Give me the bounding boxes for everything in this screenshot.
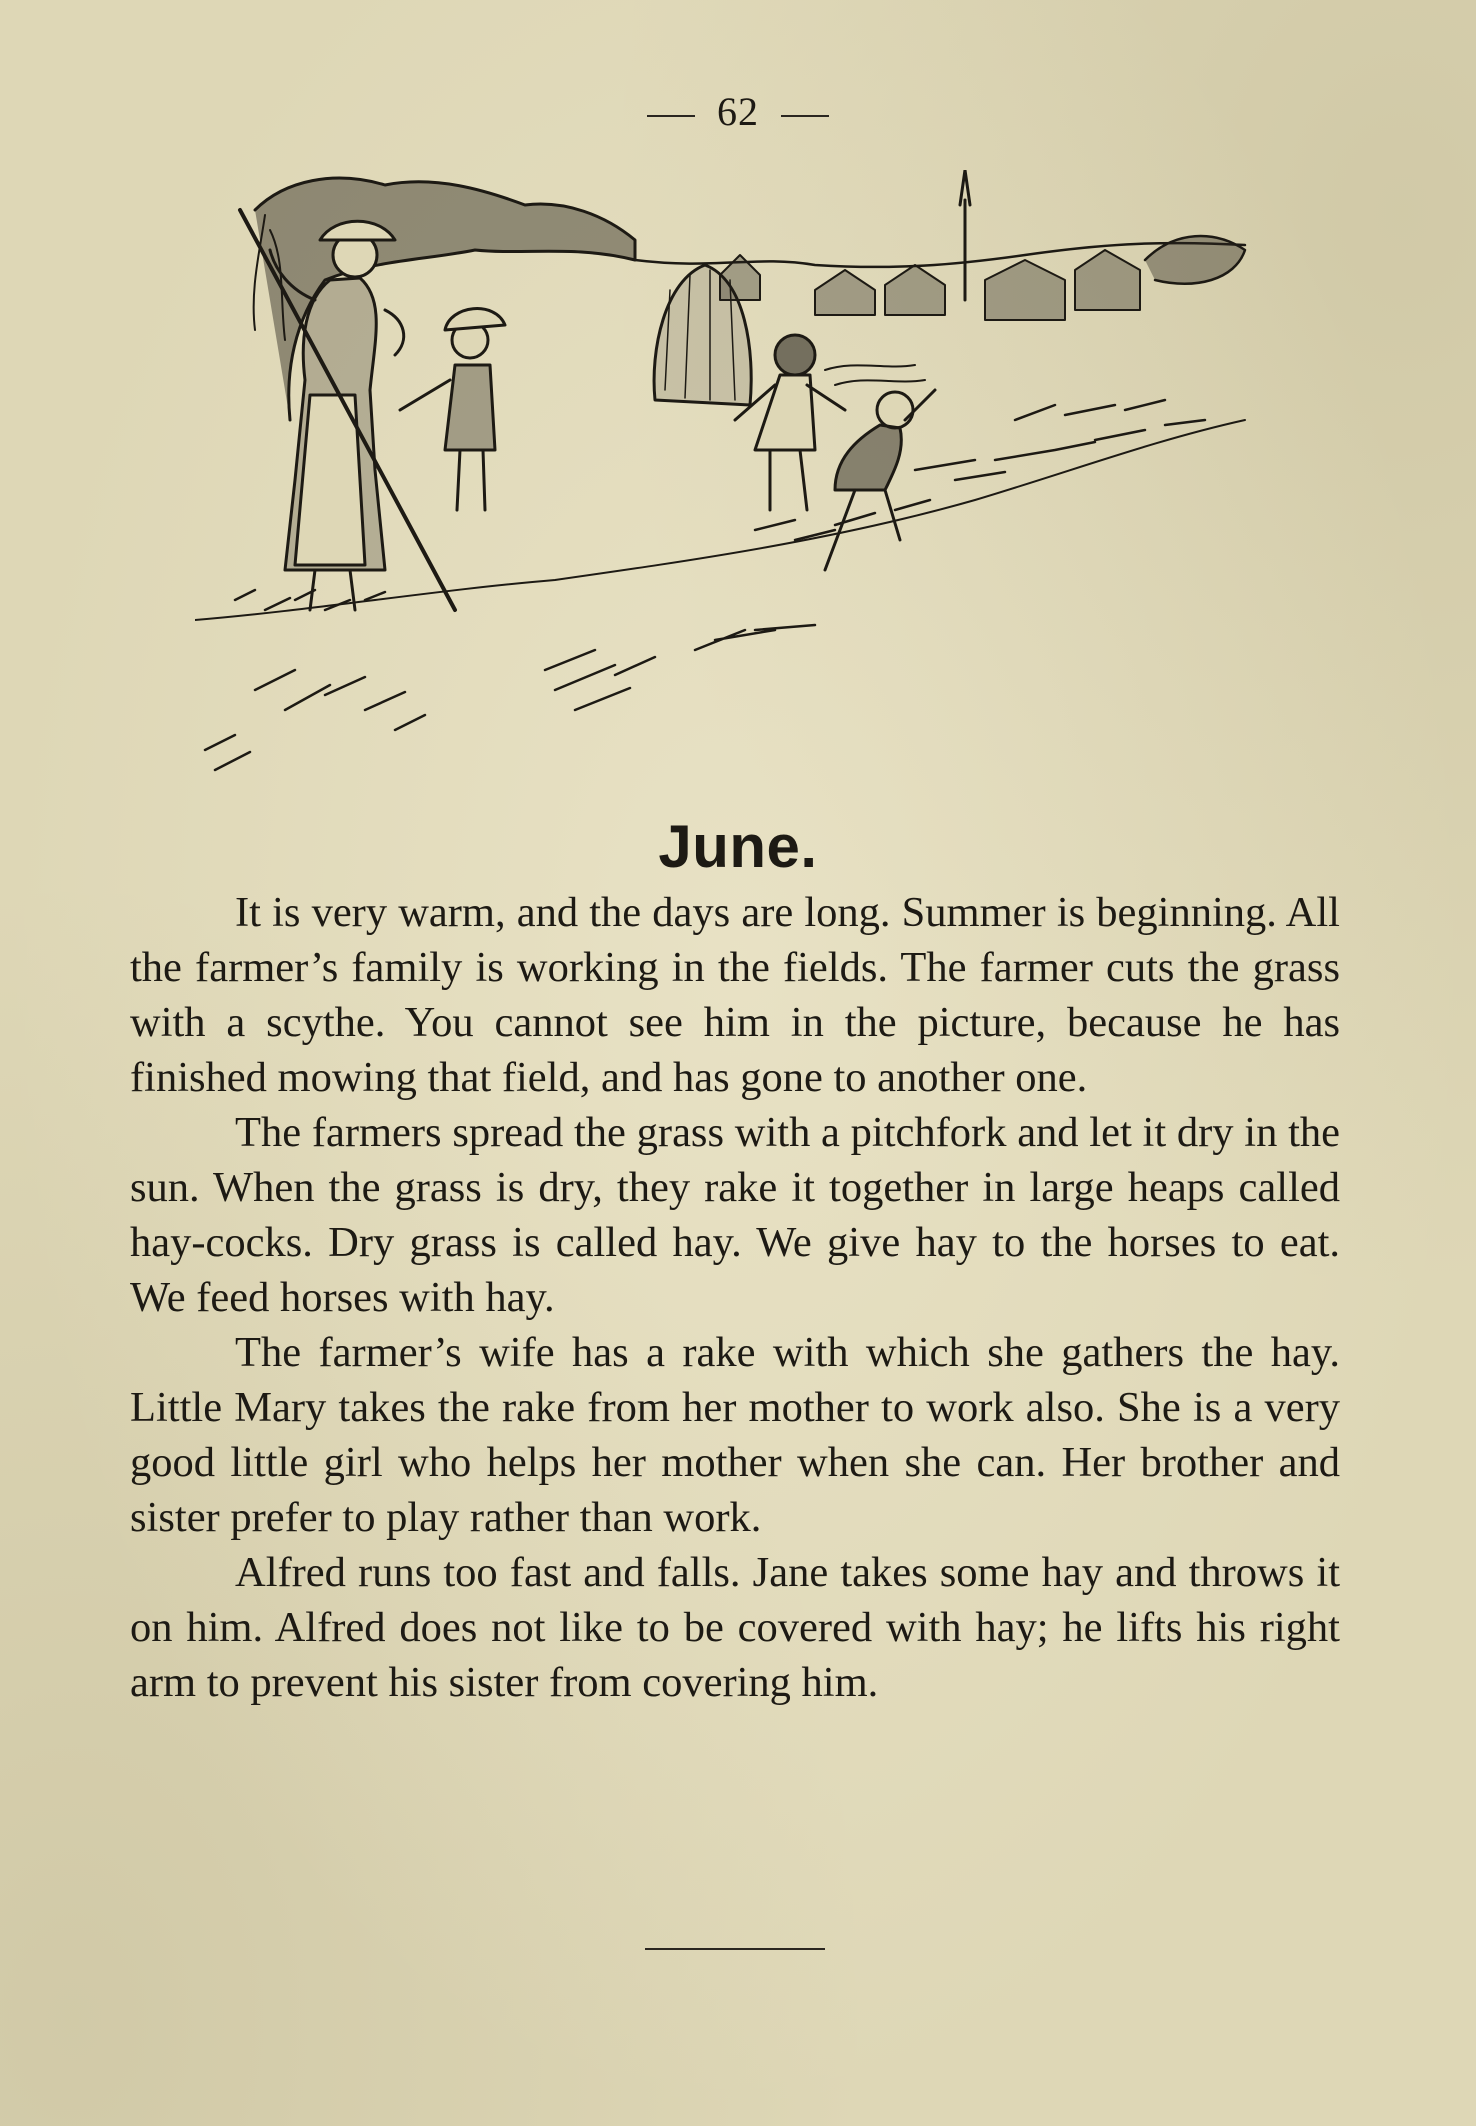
alfred-figure bbox=[825, 390, 935, 570]
church-spire bbox=[960, 170, 970, 300]
end-divider bbox=[645, 1948, 825, 1950]
paragraph-1: It is very warm, and the days are long. Summer is beginning. All the farmer’s family is working in the fields. The farmer cuts the grass with a scythe. You cannot see him in the picture, because he has finished mowing that field, and has gone to another one. bbox=[130, 889, 1340, 1101]
page-number-right-dash bbox=[781, 115, 829, 117]
little-mary-figure bbox=[400, 309, 505, 510]
page-number-left-dash bbox=[647, 115, 695, 117]
paragraph-2: The farmers spread the grass with a pitchfork and let it dry in the sun. When the grass is dry, they rake it together in large heaps called hay-cocks. Dry grass is called hay. We give hay to the horses to eat. We feed horses with hay. bbox=[130, 1109, 1340, 1321]
section-title: June. bbox=[658, 813, 818, 880]
page-number bbox=[0, 88, 1476, 135]
paragraph-3: The farmer’s wife has a rake with which she gathers the hay. Little Mary takes the rake from her mother to work also. She is a very good little girl who helps her mother when she can. Her brother and sister prefer to play rather than work. bbox=[130, 1329, 1340, 1541]
haymaking-scene-icon bbox=[195, 170, 1265, 795]
paragraph-4: Alfred runs too fast and falls. Jane takes some hay and throws it on him. Alfred does not like to be covered with hay; he lifts his right arm to prevent his sister from covering him. bbox=[130, 1549, 1340, 1706]
body-text bbox=[130, 885, 1340, 1710]
page-number-value: 62 bbox=[717, 89, 759, 134]
